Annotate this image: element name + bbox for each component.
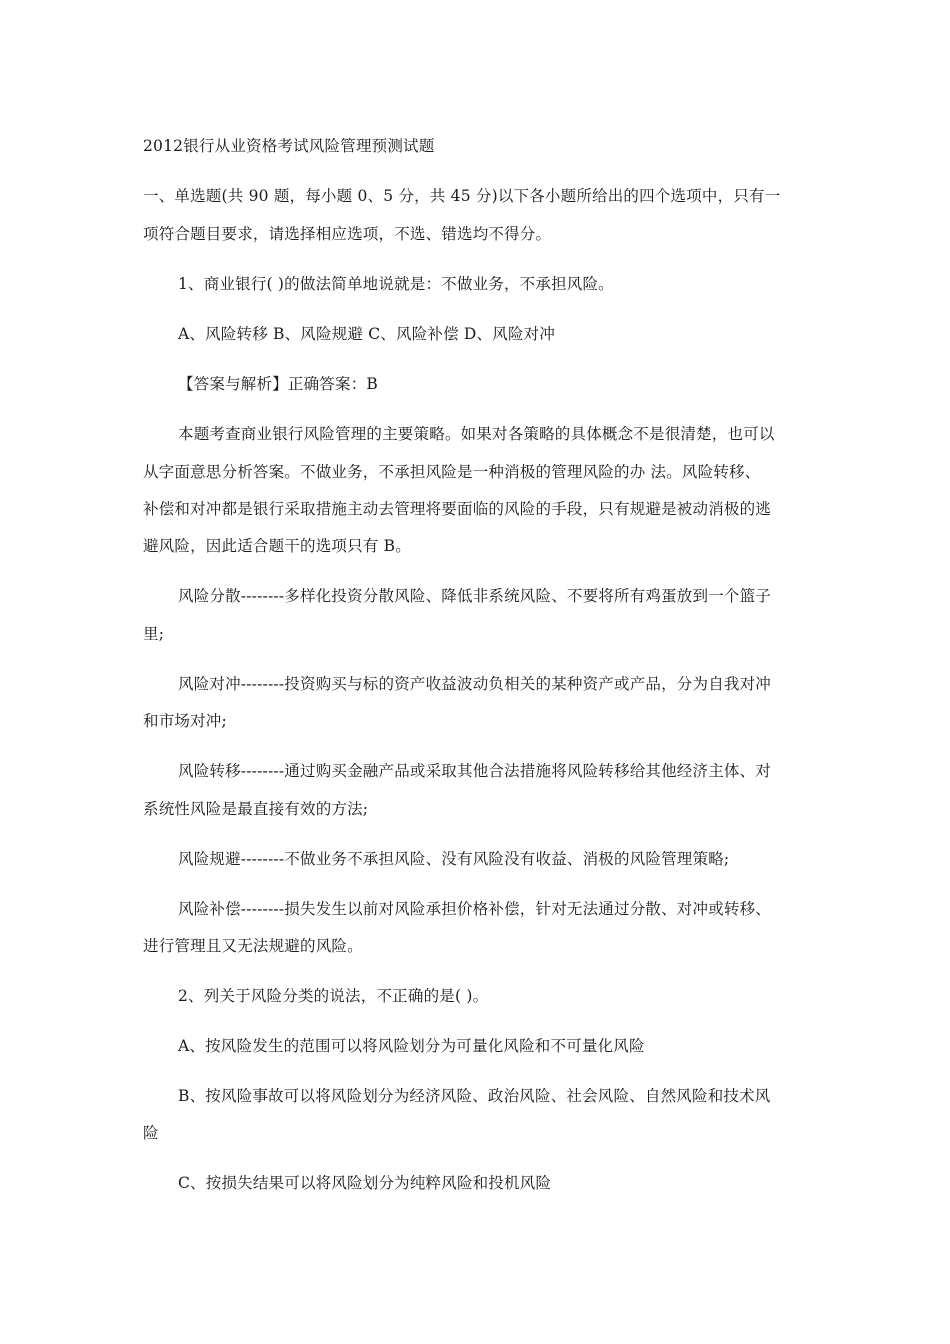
strategy-compensation-cont: 进行管理且又无法规避的风险。 [143,937,363,955]
question-1: 1、商业银行( )的做法简单地说就是：不做业务，不承担风险。 [178,275,614,293]
strategy-diversification-cont: 里; [143,625,165,643]
question-2-option-b: B、按风险事故可以将风险划分为经济风险、政治风险、社会风险、自然风险和技术风 [178,1087,771,1105]
question-1-options: A、风险转移 B、风险规避 C、风险补偿 D、风险对冲 [178,325,556,343]
instruction-line-1: 一、单选题(共 90 题，每小题 0、5 分，共 45 分)以下各小题所给出的四个选项中，只有一 [143,187,781,205]
explanation-line-3: 补偿和对冲都是银行采取措施主动去管理将要面临的风险的手段，只有规避是被动消极的逃 [143,500,772,518]
strategy-avoidance: 风险规避--------不做业务不承担风险、没有风险没有收益、消极的风险管理策略; [178,850,730,868]
strategy-hedging-cont: 和市场对冲; [143,712,227,730]
question-2-option-a: A、按风险发生的范围可以将风险划分为可量化风险和不可量化风险 [178,1037,645,1055]
answer-1: 【答案与解析】正确答案：B [178,375,378,393]
strategy-transfer-cont: 系统性风险是最直接有效的方法; [143,800,369,818]
question-2-option-b-cont: 险 [143,1124,159,1142]
question-2-option-c: C、按损失结果可以将风险划分为纯粹风险和投机风险 [178,1174,552,1192]
explanation-line-2: 从字面意思分析答案。不做业务，不承担风险是一种消极的管理风险的办 法。风险转移、 [143,463,761,481]
strategy-diversification: 风险分散--------多样化投资分散风险、降低非系统风险、不要将所有鸡蛋放到一个篮子 [178,587,772,605]
question-2: 2、列关于风险分类的说法，不正确的是( )。 [178,987,489,1005]
document-title: 2012银行从业资格考试风险管理预测试题 [143,137,435,155]
strategy-transfer: 风险转移--------通过购买金融产品或采取其他合法措施将风险转移给其他经济主体、对 [178,762,772,780]
explanation-line-4: 避风险，因此适合题干的选项只有 B。 [143,537,411,555]
instruction-line-2: 项符合题目要求，请选择相应选项，不选、错选均不得分。 [143,225,552,243]
strategy-hedging: 风险对冲--------投资购买与标的资产收益波动负相关的某种资产或产品，分为自我对冲 [178,675,772,693]
explanation-line-1: 本题考查商业银行风险管理的主要策略。如果对各策略的具体概念不是很清楚，也可以 [178,425,775,443]
strategy-compensation: 风险补偿--------损失发生以前对风险承担价格补偿，针对无法通过分散、对冲或转移、 [178,900,772,918]
